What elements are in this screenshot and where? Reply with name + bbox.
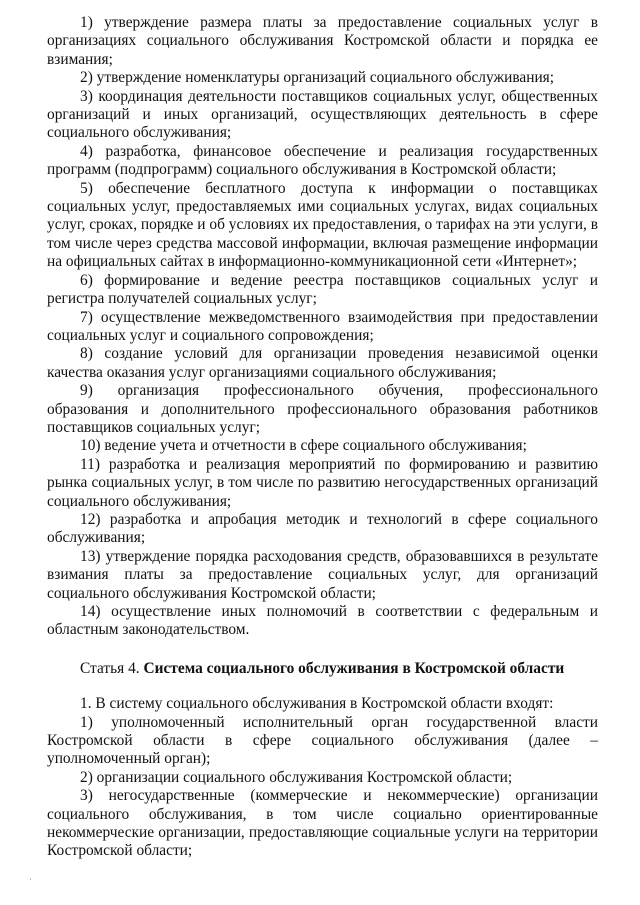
list-item: 1) утверждение размера платы за предоставление социальных услуг в организациях социального обслуживания Костромской области и порядка ее взимания; <box>47 14 598 68</box>
list-item: 2) утверждение номенклатуры организаций социального обслуживания; <box>80 69 555 87</box>
list-item: 10) ведение учета и отчетности в сфере социального обслуживания; <box>80 437 527 455</box>
list-item: 7) осуществление межведомственного взаимодействия при предоставлении социальных услуг и социального сопровождения; <box>47 308 598 344</box>
list-item: 4) разработка, финансовое обеспечение и реализация государственных программ (подпрограмм) социального обслуживания в Костромской области; <box>47 142 598 179</box>
section-item: 2) организации социального обслуживания Костромской области; <box>80 768 513 786</box>
list-item: 6) формирование и ведение реестра поставщиков социальных услуг и регистра получателей социальных услуг; <box>47 271 598 308</box>
document-body <box>47 14 598 861</box>
list-item: 13) утверждение порядка расходования средств, образовавшихся в результате взимания платы за предоставление социальных услуг, для организаций социального обслуживания Костромской области; <box>47 547 598 602</box>
section-intro: 1. В систему социального обслуживания в Костромской области входят: <box>80 695 554 713</box>
scan-mark <box>30 878 31 880</box>
list-item: 5) обеспечение бесплатного доступа к информации о поставщиках социальных услуг, предоставляемых ими социальных услугах, видах социальных услуг, сроках, порядке и об условиях их предоставления, о тарифах на эти услуги, в том числе через средства массовой информации, включая размещение информации на официальных сайтах в информационно-коммуникационной сети «Интернет»; <box>47 179 598 271</box>
list-item: 11) разработка и реализация мероприятий по формированию и развитию рынка социальных услуг, в том числе по развитию негосударственных организаций социального обслуживания; <box>47 455 598 510</box>
section-item: 1) уполномоченный исполнительный орган государственной власти Костромской области в сфере социального обслуживания (далее – уполномоченный орган); <box>47 713 598 768</box>
section-item: 3) негосударственные (коммерческие и некоммерческие) организации социального обслуживания, в том числе социально ориентированные некоммерческие организации, предоставляющие социальные услуги на территории Костромской области; <box>47 787 598 860</box>
list-item: 8) создание условий для организации проведения независимой оценки качества оказания услуг организациями социального обслуживания; <box>47 345 598 381</box>
list-item: 3) координация деятельности поставщиков социальных услуг, общественных организаций и иных организаций, осуществляющих деятельность в сфере социального обслуживания; <box>47 87 598 142</box>
article-prefix: Статья 4. <box>80 659 144 677</box>
article-title: Система социального обслуживания в Костромской области <box>143 659 565 677</box>
list-item: 14) осуществление иных полномочий в соответствии с федеральным и областным законодательством. <box>47 603 598 639</box>
list-item: 12) разработка и апробация методик и технологий в сфере социального обслуживания; <box>47 510 598 547</box>
list-item: 9) организация профессионального обучения, профессионального образования и дополнительного профессионального образования работников поставщиков социальных услуг; <box>47 382 598 436</box>
article-heading <box>47 660 598 678</box>
